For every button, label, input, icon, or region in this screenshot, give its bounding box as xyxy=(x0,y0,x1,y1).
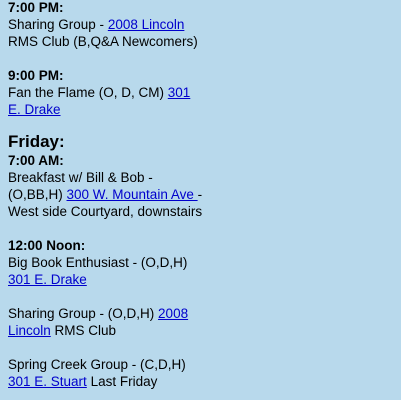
meeting-block-7am xyxy=(8,152,398,220)
meeting-description xyxy=(8,84,398,101)
address-link-301-e-drake[interactable]: 301 xyxy=(167,85,191,100)
address-link-301-e-stuart[interactable]: 301 E. Stuart xyxy=(8,374,87,389)
meeting-description xyxy=(8,16,398,33)
meeting-format: (O,BB,H) xyxy=(8,187,67,202)
meeting-location: West side Courtyard, downstairs xyxy=(8,204,203,219)
meeting-time: 12:00 Noon: xyxy=(8,238,86,253)
meeting-block-spring-creek xyxy=(8,356,398,390)
meeting-block-7pm xyxy=(8,0,398,50)
meeting-location: RMS Club (B,Q&A Newcomers) xyxy=(8,34,198,49)
address-link-2008-lincoln-fri-cont[interactable]: Lincoln xyxy=(8,323,51,338)
meeting-name: Breakfast w/ Bill & Bob - xyxy=(8,170,153,185)
meeting-location xyxy=(8,373,398,390)
address-link-2008-lincoln-fri[interactable]: 2008 xyxy=(158,306,189,321)
meeting-time: 7:00 PM: xyxy=(8,0,64,15)
address-link-301-e-drake-noon[interactable]: 301 E. Drake xyxy=(8,272,87,287)
meeting-name: Spring Creek Group - (C,D,H) xyxy=(8,357,186,372)
meeting-name: Fan the Flame (O, D, CM) xyxy=(8,85,168,100)
day-heading-friday: Friday: xyxy=(8,132,65,151)
meeting-time: 7:00 AM: xyxy=(8,153,64,168)
meeting-description xyxy=(8,305,398,322)
spacer xyxy=(8,339,398,356)
meeting-name: Sharing Group - (O,D,H) xyxy=(8,306,159,321)
meeting-name: Sharing Group - xyxy=(8,17,108,32)
meeting-description xyxy=(8,186,398,203)
meeting-location xyxy=(8,322,398,339)
meeting-block-sharing-group xyxy=(8,305,398,339)
spacer xyxy=(8,220,398,237)
address-link-300-w-mountain[interactable]: 300 W. Mountain Ave xyxy=(66,187,198,202)
meeting-block-9pm xyxy=(8,67,398,118)
spacer xyxy=(8,288,398,305)
meeting-venue: RMS Club xyxy=(50,323,117,338)
address-link-301-e-drake-cont[interactable]: E. Drake xyxy=(8,102,61,117)
separator-dash: - xyxy=(197,187,203,202)
meeting-block-noon xyxy=(8,237,398,288)
spacer xyxy=(8,50,398,67)
schedule-content xyxy=(8,0,398,390)
address-link-2008-lincoln[interactable]: 2008 Lincoln xyxy=(107,17,185,32)
meeting-address-line xyxy=(8,271,398,288)
meeting-name: Big Book Enthusiast - (O,D,H) xyxy=(8,255,188,270)
meeting-time: 9:00 PM: xyxy=(8,68,64,83)
meeting-address-line xyxy=(8,101,398,118)
meeting-note: Last Friday xyxy=(86,374,158,389)
